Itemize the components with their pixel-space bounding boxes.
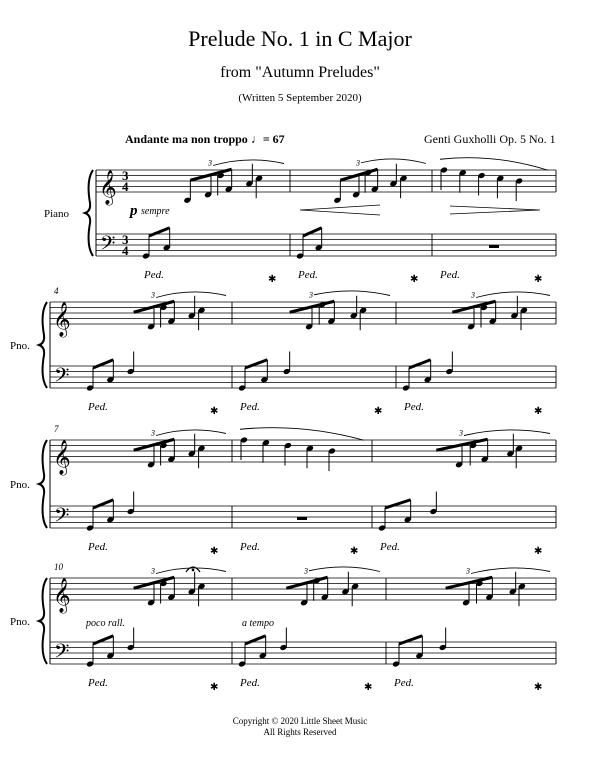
pedal-release-icon: ✱ — [534, 406, 543, 417]
phrase-slur — [156, 292, 226, 298]
pedal-release-icon: ✱ — [374, 406, 383, 417]
pedal-release-icon: ✱ — [410, 274, 419, 285]
fermata-dot — [192, 569, 195, 572]
bass-clef-icon: 𝄢 — [54, 503, 70, 532]
pedal-marking: Ped. — [240, 677, 260, 689]
phrase-slur — [156, 430, 226, 436]
piano-brace — [85, 170, 93, 256]
bass-clef-icon: 𝄢 — [54, 363, 70, 392]
whole-rest — [297, 517, 307, 520]
bass-beam — [245, 636, 266, 644]
time-signature-top: 3 — [122, 232, 129, 247]
measure-number: 10 — [54, 562, 63, 572]
measure-number: 7 — [54, 424, 59, 434]
phrase-slur — [471, 568, 550, 574]
triplet-number: 3 — [466, 566, 470, 576]
bass-staff — [96, 234, 556, 256]
bass-beam — [93, 500, 113, 508]
instrument-label: Pno. — [10, 479, 30, 491]
triplet-number: 3 — [208, 158, 212, 168]
triplet-number: 3 — [309, 290, 313, 300]
triplet-number: 3 — [471, 290, 475, 300]
tempo-text: Andante ma non troppo — [125, 132, 248, 146]
pedal-release-icon: ✱ — [268, 274, 277, 285]
triplet-number: 3 — [151, 428, 155, 438]
time-signature-top: 3 — [122, 168, 129, 183]
bass-clef-icon: 𝄢 — [100, 231, 116, 260]
triplet-number: 3 — [356, 158, 360, 168]
bass-staff — [50, 366, 556, 388]
tempo-value: = 67 — [262, 132, 285, 146]
expression-poco-rall: poco rall. — [86, 618, 125, 629]
collection-subtitle: from "Autumn Preludes" — [220, 64, 380, 81]
pedal-marking: Ped. — [240, 541, 260, 553]
pedal-release-icon: ✱ — [210, 682, 219, 693]
piano-brace — [39, 578, 47, 664]
triplet-number: 3 — [304, 566, 308, 576]
pedal-release-icon: ✱ — [210, 406, 219, 417]
pedal-marking: Ped. — [88, 677, 108, 689]
triplet-number: 3 — [459, 428, 463, 438]
time-signature-bottom: 4 — [122, 179, 129, 194]
decrescendo-hairpin — [450, 206, 540, 214]
dynamic-piano: p — [130, 203, 138, 219]
whole-rest — [489, 245, 499, 248]
dynamic-sempre: sempre — [141, 206, 170, 217]
pedal-marking: Ped. — [394, 677, 414, 689]
triplet-number: 3 — [151, 290, 155, 300]
crescendo-hairpin — [300, 205, 380, 215]
piano-brace — [39, 440, 47, 528]
piece-title: Prelude No. 1 in C Major — [188, 26, 412, 51]
treble-clef-icon: 𝄞 — [99, 170, 117, 205]
triplet-number: 3 — [151, 566, 155, 576]
phrase-slur — [213, 160, 284, 166]
pedal-release-icon: ✱ — [534, 274, 543, 285]
pedal-release-icon: ✱ — [534, 682, 543, 693]
bass-beam — [385, 500, 411, 508]
treble-staff — [96, 170, 556, 192]
composer-credit: Genti Guxholli Op. 5 No. 1 — [424, 132, 556, 146]
piano-brace — [39, 302, 47, 388]
phrase-slur — [361, 159, 426, 164]
pedal-release-icon: ✱ — [534, 546, 543, 557]
bass-beam — [399, 636, 422, 644]
pedal-release-icon: ✱ — [210, 546, 219, 557]
bass-beam — [93, 360, 113, 368]
treble-clef-icon: 𝄞 — [53, 302, 71, 337]
phrase-slur — [314, 291, 390, 296]
bass-clef-icon: 𝄢 — [54, 639, 70, 668]
quarter-note-icon: ♩ — [250, 132, 263, 146]
instrument-label: Pno. — [10, 616, 30, 628]
pedal-marking: Ped. — [440, 269, 460, 281]
phrase-slur — [440, 158, 548, 171]
phrase-slur — [156, 568, 226, 574]
instrument-label: Piano — [44, 208, 70, 220]
pedal-marking: Ped. — [380, 541, 400, 553]
treble-clef-icon: 𝄞 — [53, 578, 71, 613]
date-written: (Written 5 September 2020) — [238, 92, 362, 104]
phrase-slur — [476, 292, 550, 298]
rights-line: All Rights Reserved — [263, 727, 337, 737]
pedal-marking: Ped. — [240, 401, 260, 413]
phrase-slur — [240, 428, 364, 441]
bass-staff — [50, 642, 556, 664]
treble-clef-icon: 𝄞 — [53, 440, 71, 475]
time-signature-bottom: 4 — [122, 243, 129, 258]
measure-number: 4 — [54, 286, 59, 296]
bass-beam — [245, 360, 267, 368]
phrase-slur — [309, 567, 380, 572]
treble-staff — [50, 440, 556, 462]
copyright-line: Copyright © 2020 Little Sheet Music — [232, 716, 368, 726]
bass-beam — [149, 228, 170, 236]
pedal-release-icon: ✱ — [364, 682, 373, 693]
pedal-marking: Ped. — [404, 401, 424, 413]
bass-beam — [303, 228, 322, 236]
instrument-label: Pno. — [10, 340, 30, 352]
bass-beam — [409, 360, 431, 368]
pedal-marking: Ped. — [144, 269, 164, 281]
pedal-marking: Ped. — [298, 269, 318, 281]
phrase-slur — [464, 430, 550, 436]
expression-a-tempo: a tempo — [242, 618, 274, 629]
pedal-marking: Ped. — [88, 401, 108, 413]
pedal-marking: Ped. — [88, 541, 108, 553]
bass-beam — [93, 636, 113, 644]
pedal-release-icon: ✱ — [350, 546, 359, 557]
